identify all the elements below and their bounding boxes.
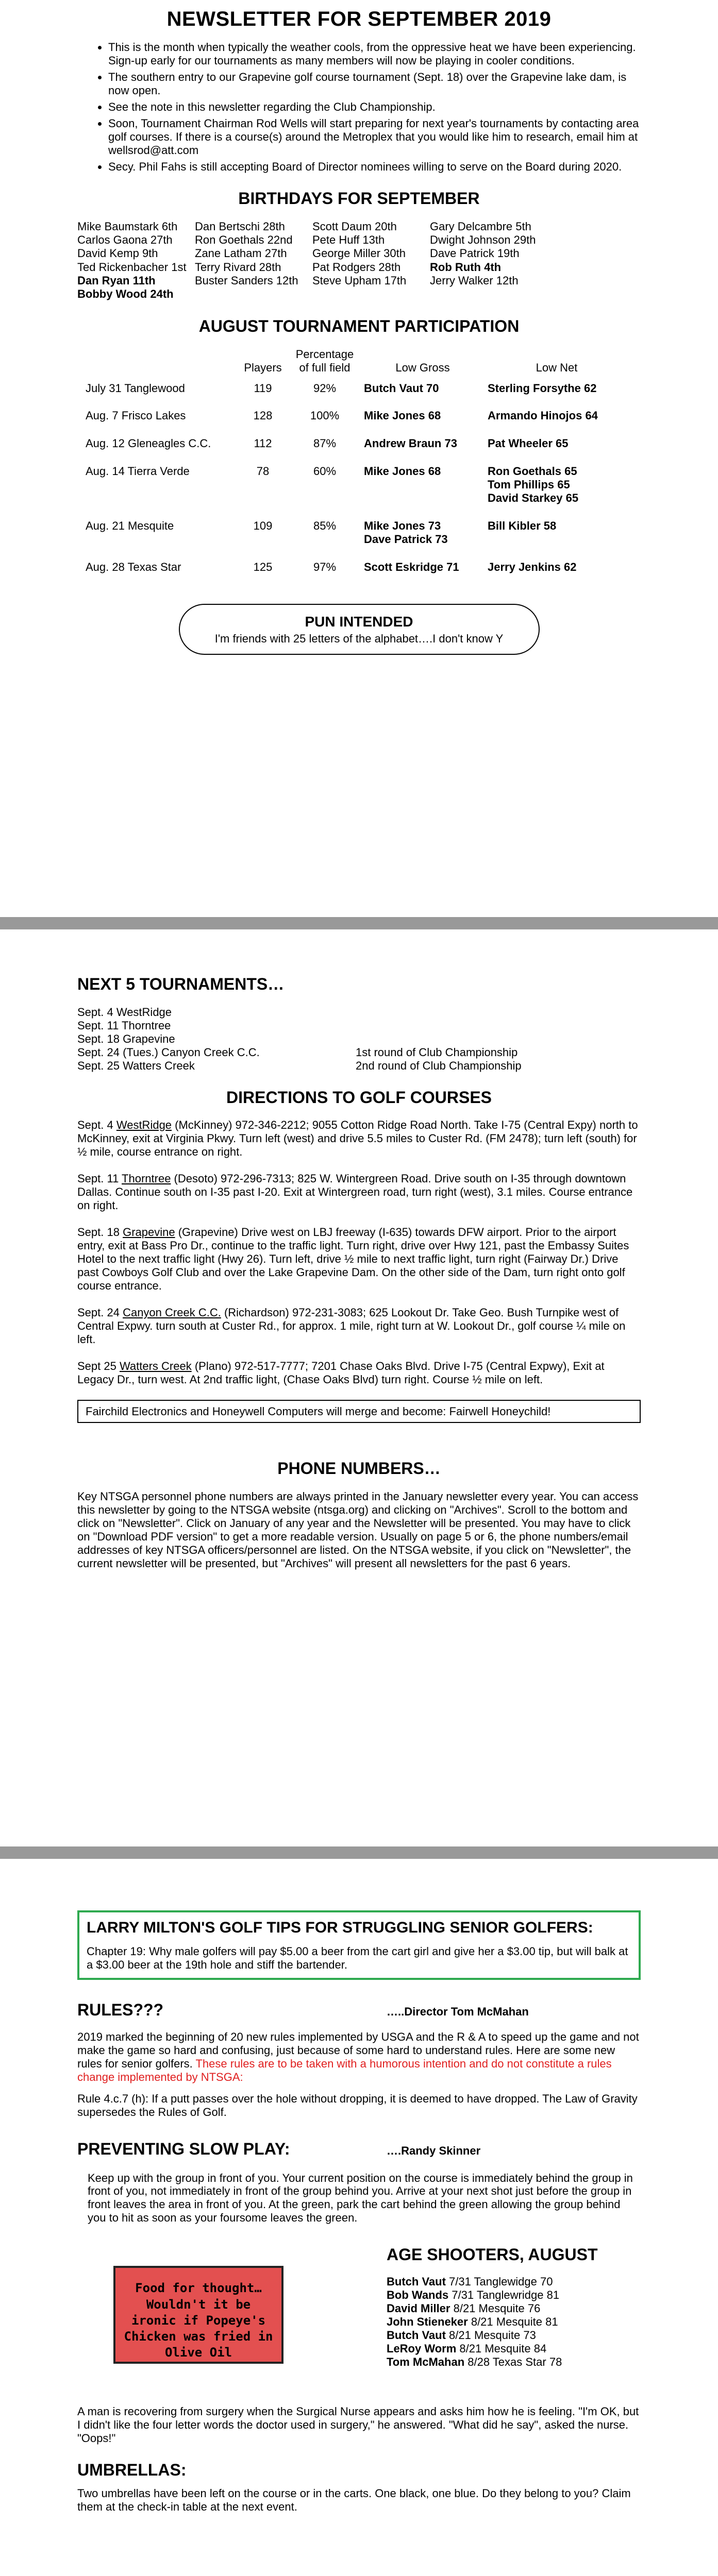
page-separator	[0, 917, 718, 929]
course-name: Watters Creek	[119, 1359, 192, 1372]
course-name: WestRidge	[116, 1118, 172, 1132]
age-shooter-entry	[387, 2289, 598, 2302]
direction-text: (Grapevine) Drive west on LBJ freeway (I-635) towards DFW airport. Prior to the airport entry, exit at Bass Pro Dr., continue to the traffic light. Turn right, drive over Hwy 121, past the Embassy Suites Hotel to the next traffic light (Hwy 26). Turn left, drive ½ mile to next traffic light, turn right (Fairway Dr.) Drive past Cowboys Golf Club and over the Lake Grapevine Dam. On the other side of the Dam, turn right onto golf course entrance.	[77, 1225, 629, 1292]
age-shooter-name: LeRoy Worm	[387, 2342, 457, 2355]
tournament-item	[77, 1059, 641, 1073]
table-cell-event: Aug. 7 Frisco Lakes	[86, 409, 186, 422]
birthday-column	[312, 220, 430, 301]
birthday-entry: Dave Patrick 19th	[430, 247, 520, 260]
golf-tips-title: LARRY MILTON'S GOLF TIPS FOR STRUGGLING SENIOR GOLFERS:	[87, 1919, 593, 1936]
birthday-entry: Terry Rivard 28th	[195, 260, 281, 274]
column-header: Percentage of full field	[295, 347, 354, 374]
direction-text: (Plano) 972-517-7777; 7201 Chase Oaks Blvd. Drive I-75 (Central Expwy), Exit at Legacy Dr., turn west. At 2nd traffic light, (Chase Oaks Blvd) turn right. Course ½ mile on left.	[77, 1359, 605, 1386]
table-cell-pct: 92%	[313, 381, 337, 395]
direction-item	[77, 1172, 641, 1212]
birthday-entry: Zane Latham 27th	[195, 247, 287, 260]
direction-item	[77, 1360, 641, 1386]
table-row	[82, 382, 629, 410]
participation-table	[82, 348, 629, 588]
table-cell-players: 112	[254, 437, 272, 450]
age-shooter-entry	[387, 2329, 598, 2342]
age-shooter-entry	[387, 2275, 598, 2289]
age-shooter-entry	[387, 2302, 598, 2315]
table-cell-gross: Butch Vaut 70	[364, 381, 439, 395]
age-shooter-detail: 8/21 Mesquite 73	[445, 2328, 536, 2342]
table-cell-pct: 87%	[313, 437, 337, 450]
age-shooter-name: John Stieneker	[387, 2315, 468, 2328]
course-name: Grapevine	[123, 1225, 175, 1239]
age-shooter-detail: 8/21 Mesquite 81	[467, 2315, 558, 2328]
page-2	[0, 929, 718, 1846]
table-cell-event: July 31 Tanglewood	[86, 381, 185, 395]
birthday-entry: Dan Ryan 11th	[77, 274, 156, 287]
birthday-column	[430, 220, 564, 301]
birthday-entry: Dwight Johnson 29th	[430, 233, 536, 246]
table-cell-gross: Scott Eskridge 71	[364, 561, 459, 574]
rules-title: RULES???	[77, 2001, 164, 2020]
table-row	[82, 561, 629, 588]
pun-text: I'm friends with 25 letters of the alphabet….I don't know Y	[214, 632, 504, 646]
rules-text: 2019 marked the beginning of 20 new rules implemented by USGA and the R & A to speed up the game and not make the game so hard and confusing, just because of some hard to understand rules. Here are some new rules for senior golfers.	[77, 2030, 639, 2070]
table-row	[82, 409, 629, 437]
birthday-entry: Mike Baumstark 6th	[77, 219, 178, 233]
table-cell-pct: 60%	[313, 465, 337, 478]
tournament-note	[356, 1019, 665, 1032]
age-shooter-name: David Miller	[387, 2301, 450, 2315]
tournament-date: Sept. 24 (Tues.) Canyon Creek C.C.	[77, 1045, 260, 1059]
tournament-item	[77, 1006, 641, 1019]
table-cell-players: 128	[253, 409, 273, 422]
table-cell-event: Aug. 28 Texas Star	[86, 561, 181, 574]
rules-text-2: Rule 4.c.7 (h): If a putt passes over the hole without dropping, it is deemed to have dropped. The Law of Gravity supersedes the Rules of Golf.	[77, 2092, 638, 2119]
tournament-item	[77, 1046, 641, 1059]
table-cell-net: Pat Wheeler 65	[488, 437, 569, 450]
newsletter-title: NEWSLETTER FOR SEPTEMBER 2019	[166, 8, 552, 30]
tournament-note: 1st round of Club Championship	[356, 1045, 518, 1059]
birthday-entry: Gary Delcambre 5th	[430, 219, 531, 233]
birthday-entry: David Kemp 9th	[77, 247, 158, 260]
merge-note-box: Fairchild Electronics and Honeywell Computers will merge and become: Fairwell Honeychild!	[77, 1400, 641, 1423]
food-for-thought-box: Food for thought… Wouldn't it be ironic if Popeye's Chicken was fried in Olive Oil	[113, 2266, 283, 2364]
direction-item	[77, 1306, 641, 1346]
page-3	[0, 1859, 718, 2576]
golf-tips-box	[77, 1910, 641, 1980]
page-1	[0, 0, 718, 917]
tournament-note	[356, 1006, 665, 1019]
bullet-item: • See the note in this newsletter regarding the Club Championship.	[108, 100, 641, 114]
page-separator	[0, 1846, 718, 1859]
phone-numbers-title: PHONE NUMBERS…	[277, 1459, 441, 1478]
table-cell-net: Bill Kibler 58	[488, 519, 557, 533]
birthday-entry: Rob Ruth 4th	[430, 260, 502, 274]
directions-list	[77, 1118, 641, 1386]
pun-box	[179, 604, 540, 655]
age-shooter-entry	[387, 2315, 598, 2329]
tournament-date: Sept. 4 WestRidge	[77, 1005, 172, 1019]
table-cell-net: Armando Hinojos 64	[488, 409, 598, 422]
age-shooters-title: AGE SHOOTERS, AUGUST	[387, 2245, 598, 2264]
birthday-entry: Carlos Gaona 27th	[77, 233, 173, 246]
age-shooters-list	[387, 2275, 598, 2369]
birthday-entry: Ron Goethals 22nd	[195, 233, 293, 246]
age-shooter-entry	[387, 2342, 598, 2355]
table-cell-gross: Andrew Braun 73	[364, 437, 457, 450]
direction-date: Sept. 24	[77, 1306, 123, 1319]
table-cell-event: Aug. 12 Gleneagles C.C.	[86, 437, 211, 450]
table-cell-net: Jerry Jenkins 62	[488, 561, 577, 574]
table-cell-gross: Mike Jones 68	[364, 409, 441, 422]
tournament-date: Sept. 18 Grapevine	[77, 1032, 175, 1045]
table-cell-pct: 100%	[310, 409, 340, 422]
birthday-entry: Pat Rodgers 28th	[312, 260, 401, 274]
age-shooter-detail: 7/31 Tanglewridge 81	[448, 2289, 560, 2302]
age-shooter-detail: 7/31 Tanglewidge 70	[445, 2275, 553, 2289]
table-row	[82, 437, 629, 465]
course-name: Thorntree	[122, 1172, 171, 1185]
direction-date: Sept. 18	[77, 1225, 123, 1239]
column-header: Low Net	[536, 361, 578, 374]
next5-title: NEXT 5 TOURNAMENTS…	[77, 975, 285, 993]
table-cell-players: 119	[254, 381, 272, 395]
birthday-entry: Jerry Walker 12th	[430, 274, 519, 287]
birthday-entry: Steve Upham 17th	[312, 274, 407, 287]
rules-disclaimer: These rules are to be taken with a humorous intention and do not constitute a rules change implemented by NTSGA:	[77, 2057, 612, 2083]
table-cell-players: 109	[253, 519, 273, 533]
table-row	[82, 465, 629, 519]
column-header: Players	[244, 361, 282, 374]
age-shooter-name: Butch Vaut	[387, 2275, 446, 2289]
tournament-note: 2nd round of Club Championship	[356, 1059, 522, 1072]
tournament-item	[77, 1019, 641, 1032]
tournament-date: Sept. 25 Watters Creek	[77, 1059, 195, 1072]
bullet-item: • Soon, Tournament Chairman Rod Wells will start preparing for next year's tournaments by contacting area golf courses. If there is a course(s) around the Metroplex that you would like him to research, email him at wellsrod@att.com	[108, 117, 641, 157]
age-shooter-detail: 8/28 Texas Star 78	[464, 2355, 562, 2368]
intro-bullets	[108, 41, 641, 174]
birthday-entry: Pete Huff 13th	[312, 233, 385, 246]
pun-title: PUN INTENDED	[305, 614, 413, 630]
bullet-item: • Secy. Phil Fahs is still accepting Board of Director nominees willing to serve on the Board during 2020.	[108, 160, 641, 174]
directions-title: DIRECTIONS TO GOLF COURSES	[226, 1088, 492, 1107]
participation-title: AUGUST TOURNAMENT PARTICIPATION	[198, 316, 520, 335]
course-name: Canyon Creek C.C.	[123, 1306, 221, 1319]
age-shooter-name: Tom McMahan	[387, 2355, 465, 2368]
rules-byline: …..Director Tom McMahan	[387, 2005, 529, 2019]
tournament-item	[77, 1032, 641, 1046]
phone-numbers-text: Key NTSGA personnel phone numbers are always printed in the January newsletter every year. You can access this newsletter by going to the NTSGA website (ntsga.org) and clicking on "Archives". Scroll to the bottom and click on "Newsletter". Click on January of any year and the Newsletter will be presented. You may have to click on "Download PDF version" to get a more readable version. Usually on page 5 or 6, the phone numbers/email addresses of key NTSGA officers/personnel are listed. On the NTSGA website, if you click on "Newsletter", the current newsletter will be presented, but "Archives" will present all newsletters for the past 6 years.	[77, 1490, 639, 1570]
column-header	[82, 348, 237, 382]
birthday-entry: Buster Sanders 12th	[195, 274, 298, 287]
birthday-entry: George Miller 30th	[312, 247, 406, 260]
table-cell-gross: Mike Jones 68	[364, 465, 441, 478]
table-cell-event: Aug. 14 Tierra Verde	[86, 465, 190, 478]
bullet-item: • This is the month when typically the weather cools, from the oppressive heat we have been experiencing. Sign-up early for our tournaments as many members will now be playing in cooler conditions.	[108, 41, 641, 67]
slow-play-title: PREVENTING SLOW PLAY:	[77, 2139, 290, 2158]
direction-date: Sept 25	[77, 1359, 120, 1372]
table-cell-players: 125	[253, 561, 273, 574]
direction-item	[77, 1226, 641, 1293]
table-header-row	[82, 348, 629, 382]
age-shooter-detail: 8/21 Mesquite 76	[450, 2301, 541, 2315]
direction-date: Sept. 11	[77, 1172, 122, 1185]
umbrellas-text: Two umbrellas have been left on the course or in the carts. One black, one blue. Do they belong to you? Claim them at the check-in table at the next event.	[77, 2487, 631, 2514]
age-shooter-entry	[387, 2355, 598, 2369]
birthdays-title: BIRTHDAYS FOR SEPTEMBER	[238, 189, 480, 208]
direction-text: (McKinney) 972-346-2212; 9055 Cotton Ridge Road North. Take I-75 (Central Expy) north to McKinney, exit at Virginia Pkwy. Turn left (west) and drive 5.5 miles to Custer Rd. (FM 2478); turn left (south) for ½ mile, course entrance on right.	[77, 1118, 638, 1159]
direction-text: (Desoto) 972-296-7313; 825 W. Wintergreen Road. Drive south on I-35 through downtown Dallas. Continue south on I-35 past I-20. Exit at Wintergreen road, turn right (west), 3.1 miles. Course entrance on right.	[77, 1172, 633, 1212]
age-shooter-name: Butch Vaut	[387, 2328, 446, 2342]
birthday-column	[77, 220, 195, 301]
table-cell-gross: Mike Jones 73 Dave Patrick 73	[364, 519, 448, 546]
column-header: Low Gross	[395, 361, 450, 374]
table-cell-pct: 85%	[313, 519, 337, 533]
birthday-column	[195, 220, 312, 301]
age-shooter-detail: 8/21 Mesquite 84	[456, 2342, 547, 2355]
surgery-joke: A man is recovering from surgery when the Surgical Nurse appears and asks him how he is feeling. "I'm OK, but I didn't like the four letter words the doctor used in surgery," he answered. "What did he say", asked the nurse. "Oops!"	[77, 2404, 639, 2445]
table-cell-players: 78	[256, 465, 270, 478]
birthday-entry: Bobby Wood 24th	[77, 287, 174, 301]
direction-date: Sept. 4	[77, 1118, 116, 1132]
table-cell-net: Sterling Forsythe 62	[488, 381, 597, 395]
birthday-entry: Dan Bertschi 28th	[195, 219, 285, 233]
birthday-entry: Ted Rickenbacher 1st	[77, 260, 187, 274]
direction-text: (Richardson) 972-231-3083; 625 Lookout Dr. Take Geo. Bush Turnpike west of Central Expwy. turn south at Custer Rd., for approx. 1 mile, right turn at W. Lookout Dr., golf course ¼ mile on left.	[77, 1306, 626, 1346]
birthdays-grid	[77, 220, 641, 301]
age-shooter-name: Bob Wands	[387, 2289, 449, 2302]
slow-play-byline: ….Randy Skinner	[387, 2144, 481, 2157]
bullet-item: • The southern entry to our Grapevine golf course tournament (Sept. 18) over the Grapevine lake dam, is now open.	[108, 71, 641, 97]
tournament-date: Sept. 11 Thorntree	[77, 1019, 171, 1032]
direction-item	[77, 1118, 641, 1159]
umbrellas-title: UMBRELLAS:	[77, 2460, 187, 2479]
slow-play-text: Keep up with the group in front of you. Your current position on the course is immediately behind the group in front of you, not immediately in front of the group behind you. Arrive at your next shot just before the group in front leaves the area in front of you. At the green, park the cart behind the green allowing the group behind you to hit as soon as your foursome leaves the green.	[88, 2171, 633, 2225]
birthday-entry: Scott Daum 20th	[312, 219, 397, 233]
table-cell-net: Ron Goethals 65 Tom Phillips 65 David Starkey 65	[488, 465, 579, 505]
next5-list	[77, 1006, 641, 1073]
table-cell-event: Aug. 21 Mesquite	[86, 519, 174, 533]
table-cell-pct: 97%	[313, 561, 337, 574]
table-row	[82, 519, 629, 561]
golf-tips-text: Chapter 19: Why male golfers will pay $5.00 a beer from the cart girl and give her a $3.00 tip, but will balk at a $3.00 beer at the 19th hole and stiff the bartender.	[87, 1945, 628, 1972]
tournament-note	[356, 1032, 665, 1046]
